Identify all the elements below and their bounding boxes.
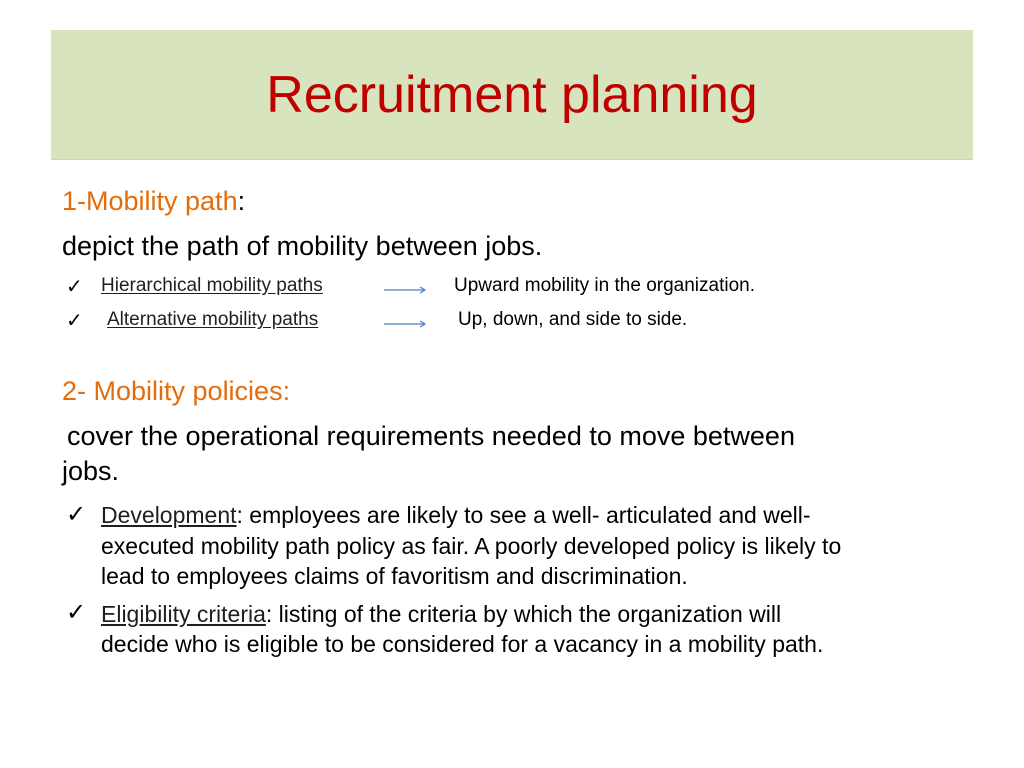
section2-description-line2: jobs. <box>62 456 120 486</box>
section1-item-2 <box>66 308 83 333</box>
slide-title: Recruitment planning <box>266 65 758 124</box>
check-icon: ✓ <box>66 599 87 626</box>
section1-item-1 <box>66 274 83 299</box>
right-arrow-icon <box>384 320 428 328</box>
section2-item-1 <box>66 500 86 529</box>
eligibility-text-2: decide who is eligible to be considered for a vacancy in a mobility path. <box>101 631 824 657</box>
development-text-3: lead to employees claims of favoritism and discrimination. <box>101 563 688 589</box>
development-label[interactable]: Development <box>101 502 237 528</box>
development-text-1: : employees are likely to see a well- articulated and well- <box>236 502 811 528</box>
section1-item-1-detail: Upward mobility in the organization. <box>454 275 755 296</box>
eligibility-label[interactable]: Eligibility criteria <box>101 601 266 627</box>
section1-heading-colon: : <box>237 186 246 216</box>
right-arrow-icon <box>384 286 428 294</box>
section1-heading-row <box>62 186 245 217</box>
section1-item-2-label[interactable]: Alternative mobility paths <box>107 309 319 330</box>
section2-item-2 <box>66 598 86 627</box>
section2-description-line1: cover the operational requirements needed to move between <box>67 421 795 451</box>
section1-heading: 1-Mobility path <box>62 186 238 216</box>
check-icon: ✓ <box>66 501 87 528</box>
section1-item-1-label[interactable]: Hierarchical mobility paths <box>101 275 323 296</box>
eligibility-text-1: : listing of the criteria by which the organization will <box>265 601 782 627</box>
section2-heading: 2- Mobility policies: <box>62 376 291 406</box>
section2-item-2-line1 <box>101 599 781 629</box>
section1-item-2-detail: Up, down, and side to side. <box>458 309 688 330</box>
development-text-2: executed mobility path policy as fair. A poorly developed policy is likely to <box>101 533 842 559</box>
check-icon: ✓ <box>66 310 83 332</box>
section1-description: depict the path of mobility between jobs. <box>62 231 543 261</box>
check-icon: ✓ <box>66 276 83 298</box>
title-band <box>51 30 973 160</box>
section2-item-1-line1 <box>101 500 811 530</box>
